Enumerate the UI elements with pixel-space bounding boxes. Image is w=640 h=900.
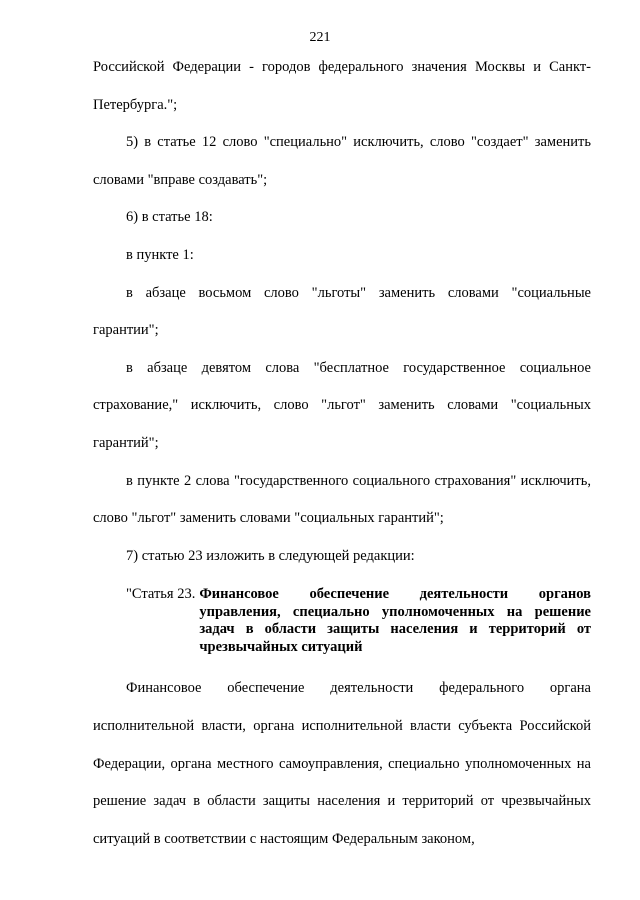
document-body <box>93 49 591 858</box>
page-number: 221 <box>309 30 331 45</box>
article-body-paragraph: Финансовое обеспечение деятельности федерального органа исполнительной власти, органа исполнительной власти субъекта Российской Федерации, органа местного самоуправления, специально уполномоченных на решение задач в области защиты населения и территорий от чрезвычайных ситуаций в соответствии с настоящим Федеральным законом, <box>93 680 591 847</box>
article-label: "Статья 23. <box>126 586 196 603</box>
article-heading <box>126 586 591 656</box>
paragraph-continuation-line1: Российской Федерации - городов федерального значения Москвы и Санкт- <box>93 59 591 75</box>
paragraph-abzac-8: в абзаце восьмом слово "льготы" заменить словами "социальные гарантии"; <box>93 284 591 339</box>
article-title: Финансовое обеспечение деятельности органов управления, специально уполномоченных на решение задач в области защиты населения и территорий от чрезвычайных ситуаций <box>199 586 591 655</box>
paragraph-point-1: в пункте 1: <box>126 246 194 263</box>
paragraph-item-6: 6) в статье 18: <box>126 209 213 226</box>
paragraph-item-5: 5) в статье 12 слово "специально" исключить, слово "создает" заменить словами "вправе создавать"; <box>93 134 591 188</box>
paragraph-item-7: 7) статью 23 изложить в следующей редакции: <box>126 547 415 564</box>
paragraph-abzac-9: в абзаце девятом слова "бесплатное государственное социальное страхование," исключить, слово "льгот" заменить словами "социальных гарантий"; <box>93 359 591 451</box>
paragraph-continuation-line2: Петербурга."; <box>93 96 178 113</box>
paragraph-point-2: в пункте 2 слова "государственного социального страхования" исключить, слово "льгот" заменить словами "социальных гарантий"; <box>93 472 591 527</box>
